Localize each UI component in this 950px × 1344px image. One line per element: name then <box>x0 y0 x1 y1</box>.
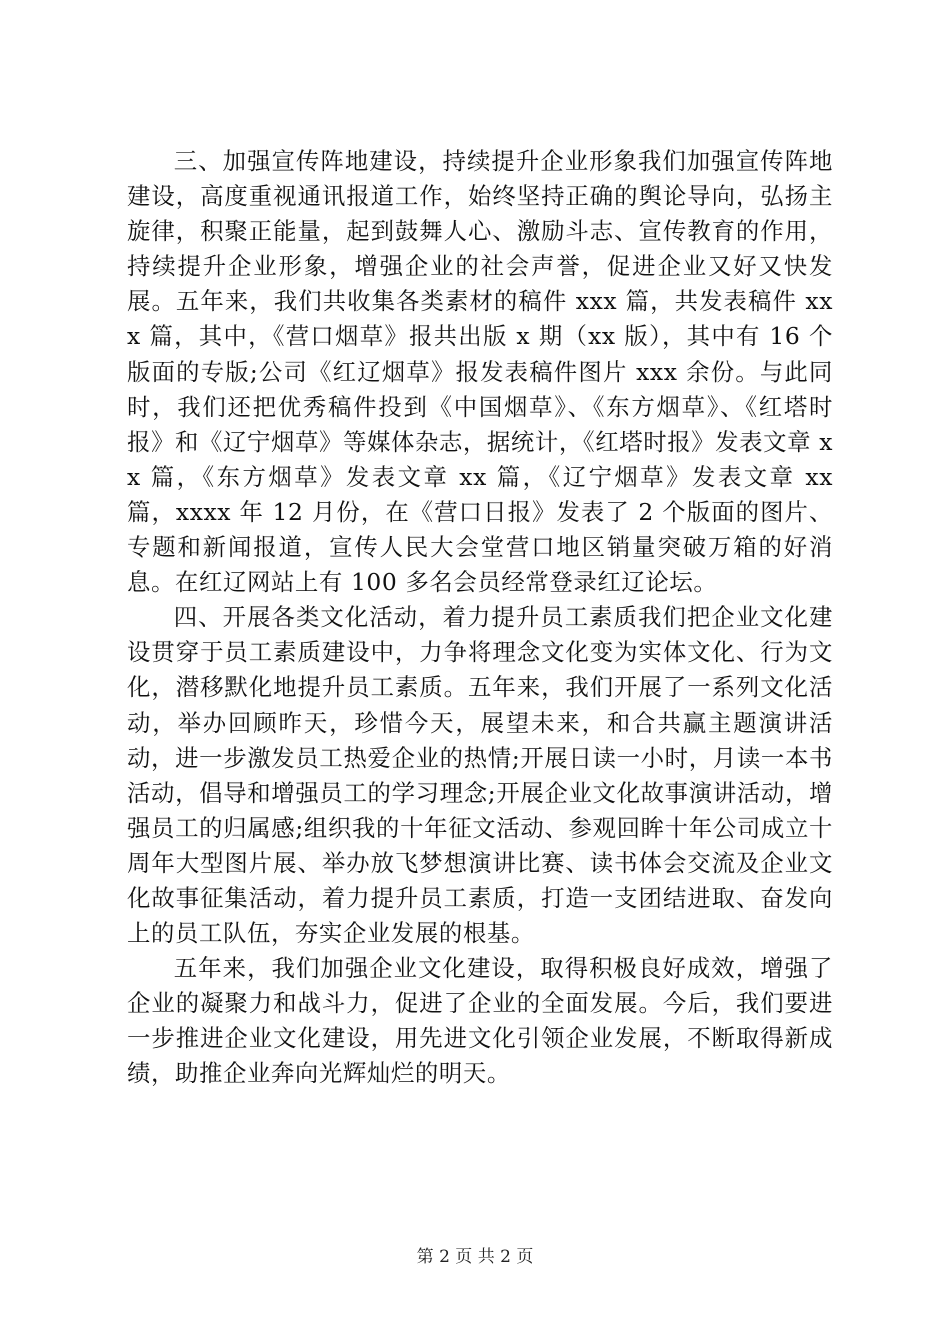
paragraph-cultural-activities: 四、开展各类文化活动，着力提升员工素质我们把企业文化建设贯穿于员工素质建设中，力争将理念文化变为实体文化、行为文化，潜移默化地提升员工素质。五年来，我们开展了一系列文化活动，举办回顾昨天，珍惜今天，展望未来，和合共赢主题演讲活动，进一步激发员工热爱企业的热情;开展日读一小时，月读一本书活动，倡导和增强员工的学习理念;开展企业文化故事演讲活动，增强员工的归属感;组织我的十年征文活动、参观回眸十年公司成立十周年大型图片展、举办放飞梦想演讲比赛、读书体会交流及企业文化故事征集活动，着力提升员工素质，打造一支团结进取、奋发向上的员工队伍，夯实企业发展的根基。 <box>127 603 833 948</box>
document-body <box>127 144 833 1092</box>
paragraph-publicity: 三、加强宣传阵地建设，持续提升企业形象我们加强宣传阵地建设，高度重视通讯报道工作，始终坚持正确的舆论导向，弘扬主旋律，积聚正能量，起到鼓舞人心、激励斗志、宣传教育的作用，持续提升企业形象，增强企业的社会声誉，促进企业又好又快发展。五年来，我们共收集各类素材的稿件 xxx 篇，共发表稿件 xxx 篇，其中，《营口烟草》报共出版 x 期（xx 版），其中有 16 个版面的专版;公司《红辽烟草》报发表稿件图片 xxx 余份。与此同时，我们还把优秀稿件投到《中国烟草》、《东方烟草》、《红塔时报》和《辽宁烟草》等媒体杂志，据统计，《红塔时报》发表文章 xx 篇，《东方烟草》发表文章 xx 篇，《辽宁烟草》发表文章 xx 篇，xxxx 年 12 月份，在《营口日报》发表了 2 个版面的图片、专题和新闻报道，宣传人民大会堂营口地区销量突破万箱的好消息。在红辽网站上有 100 多名会员经常登录红辽论坛。 <box>127 147 833 597</box>
paragraph-conclusion: 五年来，我们加强企业文化建设，取得积极良好成效，增强了企业的凝聚力和战斗力，促进了企业的全面发展。今后，我们要进一步推进企业文化建设，用先进文化引领企业发展，不断取得新成绩，助推企业奔向光辉灿烂的明天。 <box>127 954 833 1088</box>
page-number-footer: 第 2 页 共 2 页 <box>416 1247 534 1267</box>
